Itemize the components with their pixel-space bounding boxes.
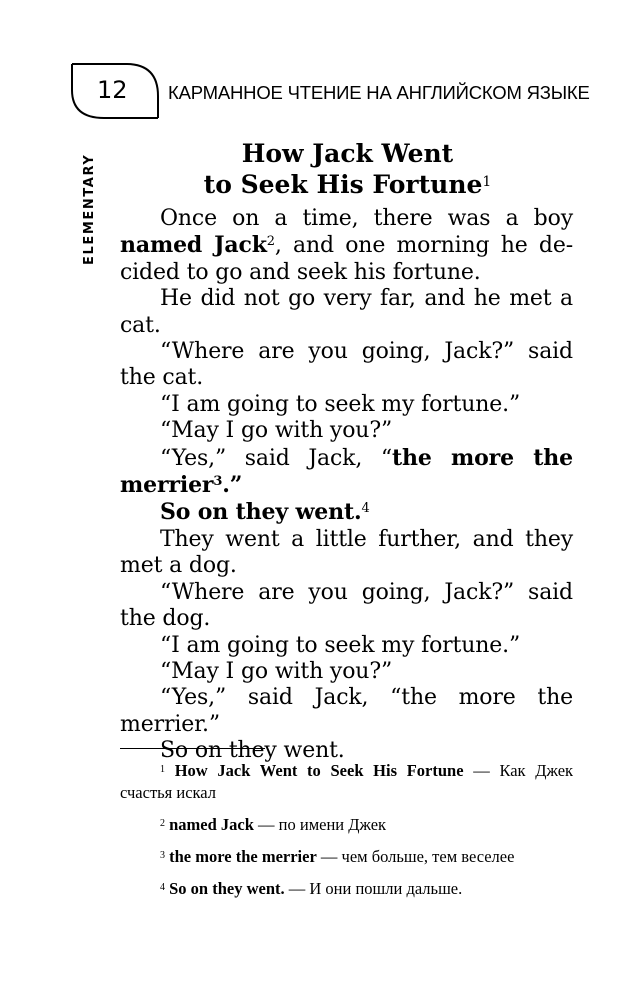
footnote-3-number: 3 bbox=[160, 850, 165, 861]
footnote-separator bbox=[120, 748, 265, 749]
paragraph-13: So on they went. bbox=[160, 738, 345, 764]
footnote-3-dash: — bbox=[316, 847, 342, 866]
paragraph-10: “I am going to seek my fortune.” bbox=[160, 632, 521, 658]
p1-term: named Jack bbox=[120, 232, 267, 259]
footnote-3-gloss: чем больше, тем веселее bbox=[341, 847, 515, 866]
footnote-2 bbox=[120, 814, 573, 836]
footnotes bbox=[120, 760, 573, 910]
footnote-2-term: named Jack bbox=[169, 815, 254, 834]
p7-term: So on they went. bbox=[160, 499, 362, 526]
title-line-1: How Jack Went bbox=[241, 139, 454, 168]
page-number: 12 bbox=[97, 76, 128, 104]
paragraph-2: He did not go very far, and he met a cat. bbox=[120, 286, 573, 338]
paragraph-12: “Yes,” said Jack, “the more the merrier.” bbox=[120, 685, 573, 737]
footnote-4 bbox=[120, 878, 573, 900]
story-body bbox=[120, 206, 573, 765]
p6-text-a: “Yes,” said Jack, “ bbox=[160, 445, 392, 471]
paragraph-11: “May I go with you?” bbox=[160, 658, 393, 684]
paragraph-8: They went a little further, and they met a dog. bbox=[120, 526, 573, 579]
footnote-1-term: How Jack Went to Seek His Fortune bbox=[174, 761, 464, 780]
paragraph-5: “May I go with you?” bbox=[160, 418, 393, 444]
p6-text-c: .” bbox=[222, 472, 243, 499]
p1-text-a: Once on a time, there was a boy bbox=[160, 206, 573, 231]
title-line-2 bbox=[120, 169, 575, 200]
title-footnote-ref: 1 bbox=[482, 174, 492, 190]
footnote-4-number: 4 bbox=[160, 882, 165, 893]
footnote-1-gloss: Как Джек счастья искал bbox=[120, 761, 574, 802]
paragraph-9: “Where are you going, Jack?” said the dog. bbox=[120, 579, 573, 632]
footnote-3 bbox=[120, 846, 573, 868]
running-head: КАРМАННОЕ ЧТЕНИЕ НА АНГЛИЙСКОМ ЯЗЫКЕ bbox=[168, 82, 590, 103]
paragraph-3: “Where are you going, Jack?” said the cat. bbox=[120, 339, 573, 391]
footnote-4-term: So on they went. bbox=[169, 879, 285, 898]
p6-term-text: the more the merrier bbox=[120, 444, 573, 499]
paragraph-6 bbox=[120, 445, 573, 500]
footnote-2-dash: — bbox=[253, 815, 279, 834]
footnote-4-gloss: И они пошли дальше. bbox=[309, 879, 463, 898]
footnote-1 bbox=[120, 760, 573, 804]
footnote-4-dash: — bbox=[284, 879, 310, 898]
p1-text-c: , and one morning he de-cided to go and seek his fortune. bbox=[120, 233, 573, 285]
level-label: ELEMENTARY bbox=[82, 153, 97, 265]
paragraph-1 bbox=[120, 206, 573, 286]
footnote-3-term: the more the merrier bbox=[169, 847, 317, 866]
p7-footnote-ref: 4 bbox=[361, 501, 370, 517]
p6-footnote-ref: 3 bbox=[213, 474, 223, 490]
footnote-1-number: 1 bbox=[160, 764, 165, 775]
title-line-2-text: to Seek His Fortune bbox=[203, 170, 483, 199]
footnote-1-dash: — bbox=[463, 761, 500, 780]
story-title bbox=[120, 138, 575, 200]
paragraph-4: “I am going to seek my fortune.” bbox=[160, 391, 521, 417]
footnote-2-gloss: по имени Джек bbox=[278, 815, 387, 834]
paragraph-7 bbox=[120, 499, 573, 526]
footnote-2-number: 2 bbox=[160, 818, 165, 829]
p1-footnote-ref: 2 bbox=[266, 234, 275, 250]
